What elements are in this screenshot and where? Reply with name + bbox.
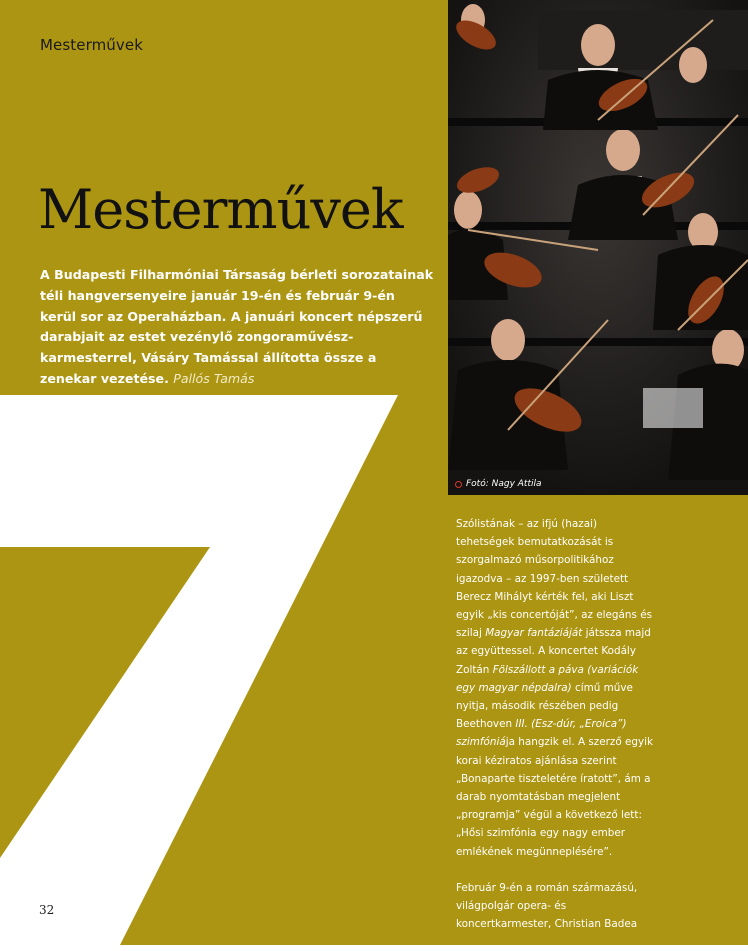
camera-ring-icon <box>455 481 462 488</box>
section-label: Mesterművek <box>40 36 144 54</box>
lead-text: A Budapesti Filharmóniai Társaság bérleti sorozatainak téli hangversenyeire január 19-én és február 9-én kerül sor az Operaházban. A januári koncert népszerű darabjait az estet vezénylő zongoraművész-karmesterrel, Vásáry Tamással állította össze a zenekar vezetése. <box>40 267 434 386</box>
author-name: Pallós Tamás <box>173 370 255 386</box>
lead-paragraph <box>40 265 435 390</box>
work-title: Fölszállott a páva (variációk egy magyar népdalra) <box>456 663 639 694</box>
orchestra-photo-illustration <box>448 0 748 495</box>
body-paragraph-2: Február 9-én a román származású, világpolgár opera- és koncertkarmester, Christian Badea <box>456 881 638 931</box>
body-column <box>456 515 656 951</box>
photo-credit: Fotó: Nagy Attila <box>466 479 542 489</box>
orchestra-photo <box>448 0 748 495</box>
body-text: játssza majd az együttessel. A koncertet Kodály Zoltán <box>456 627 651 676</box>
body-text: ja hangzik el. A szerző egyik korai kéziratos ajánlása szerint „Bonaparte tiszteletére íratott”, ám a darab nyomtatásban megjelent „programja” végül a következő lett: „Hősi szimfónia egy nagy ember emlékének megünneplésére”. <box>456 736 654 858</box>
photo-caption <box>455 479 542 489</box>
work-title: Magyar fantáziáját <box>485 627 583 640</box>
page-title: Mesterművek <box>38 178 403 241</box>
body-text: című műve nyitja, második részében pedig Beethoven <box>456 681 633 731</box>
body-paragraph-1 <box>456 515 656 861</box>
page-number: 32 <box>39 903 55 917</box>
work-title: III. (Esz-dúr, „Eroica”) szimfóniá <box>456 718 627 749</box>
body-text: Szólistának – az ifjú (hazai) tehetségek bemutatkozását is szorgalmazó műsorpolitikához igazodva – az 1997-ben született Berecz Mihályt kérték fel, aki Liszt egyik „kis concertóját”, az elegáns és szilaj <box>456 518 652 640</box>
